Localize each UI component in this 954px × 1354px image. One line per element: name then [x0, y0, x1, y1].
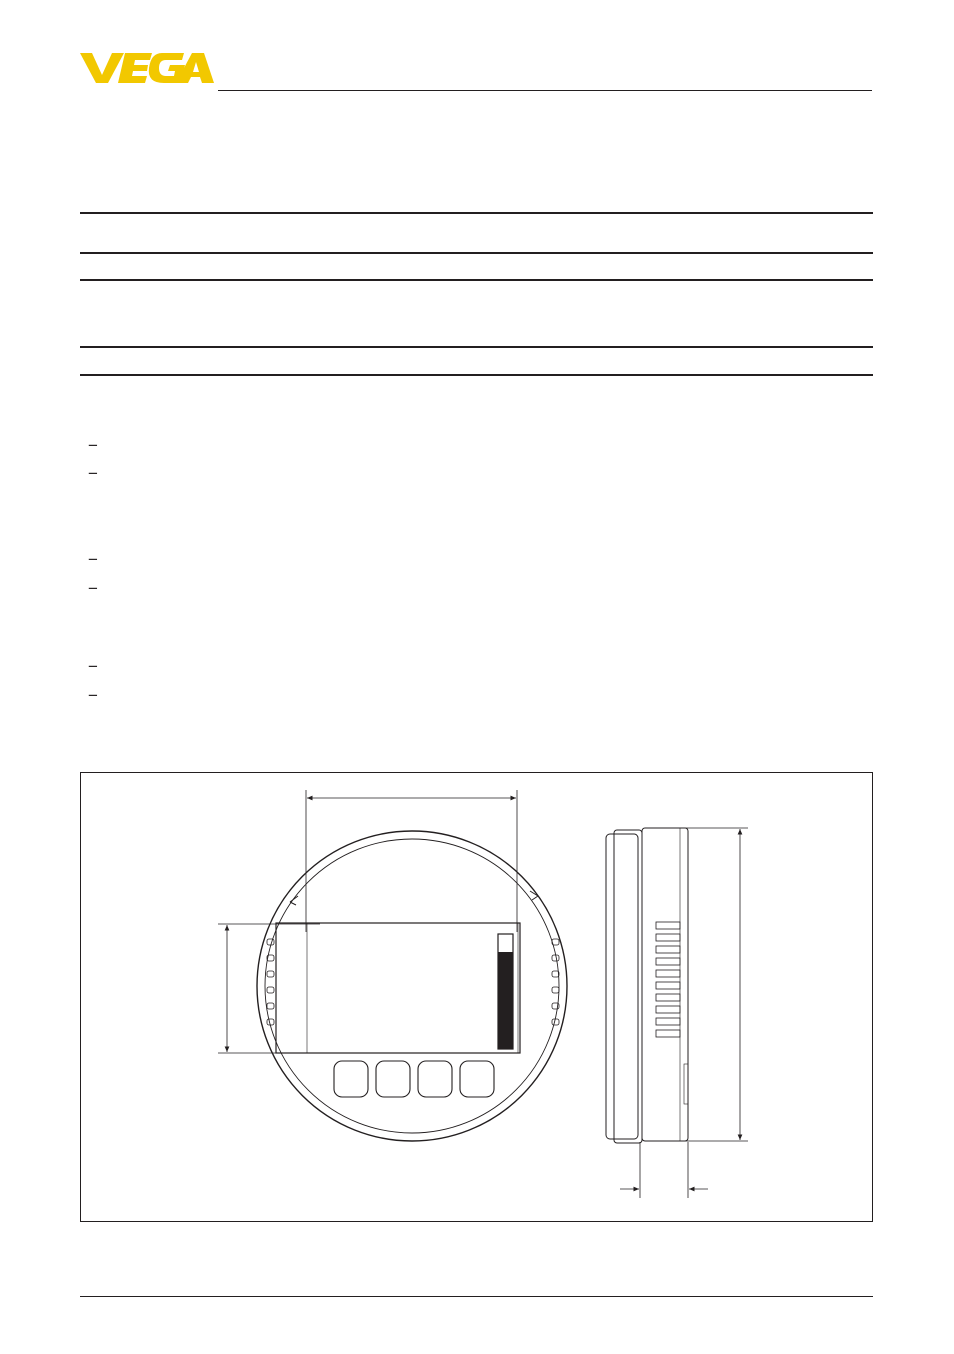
- plus-key-outline: [376, 1061, 410, 1097]
- side-clips-left: [267, 939, 274, 1025]
- next-key-outline: [418, 1061, 452, 1097]
- footer-rule: [80, 1296, 873, 1297]
- front-view: [257, 831, 567, 1141]
- module-inner-ring: [265, 839, 559, 1133]
- section-heading-dimensions: [80, 741, 144, 765]
- esc-key-outline: [334, 1061, 368, 1097]
- table-rule: [80, 279, 873, 281]
- dimension-drawing: [80, 772, 873, 1222]
- header-rule: [218, 90, 872, 91]
- open-arrow-icon: [290, 896, 298, 905]
- chapter-heading: [80, 104, 132, 133]
- side-body-back: [606, 834, 638, 1139]
- section-heading-technical-data: [80, 156, 144, 180]
- side-ribs: [656, 922, 680, 1037]
- lock-arrow-icon: [530, 891, 538, 900]
- lcd-area: [307, 923, 518, 1053]
- side-body-front: [642, 828, 688, 1141]
- table-rule: [80, 346, 873, 348]
- ok-key-outline: [460, 1061, 494, 1097]
- side-clips-right: [552, 939, 559, 1025]
- lcd-frame: [276, 923, 520, 1053]
- table-rule: [80, 212, 873, 214]
- side-view: [606, 828, 688, 1143]
- table-rule: [80, 374, 873, 376]
- table-rule: [80, 252, 873, 254]
- level-bar-fill: [498, 952, 513, 1049]
- vega-logo: [80, 51, 214, 85]
- dimension-figure: [80, 772, 873, 1222]
